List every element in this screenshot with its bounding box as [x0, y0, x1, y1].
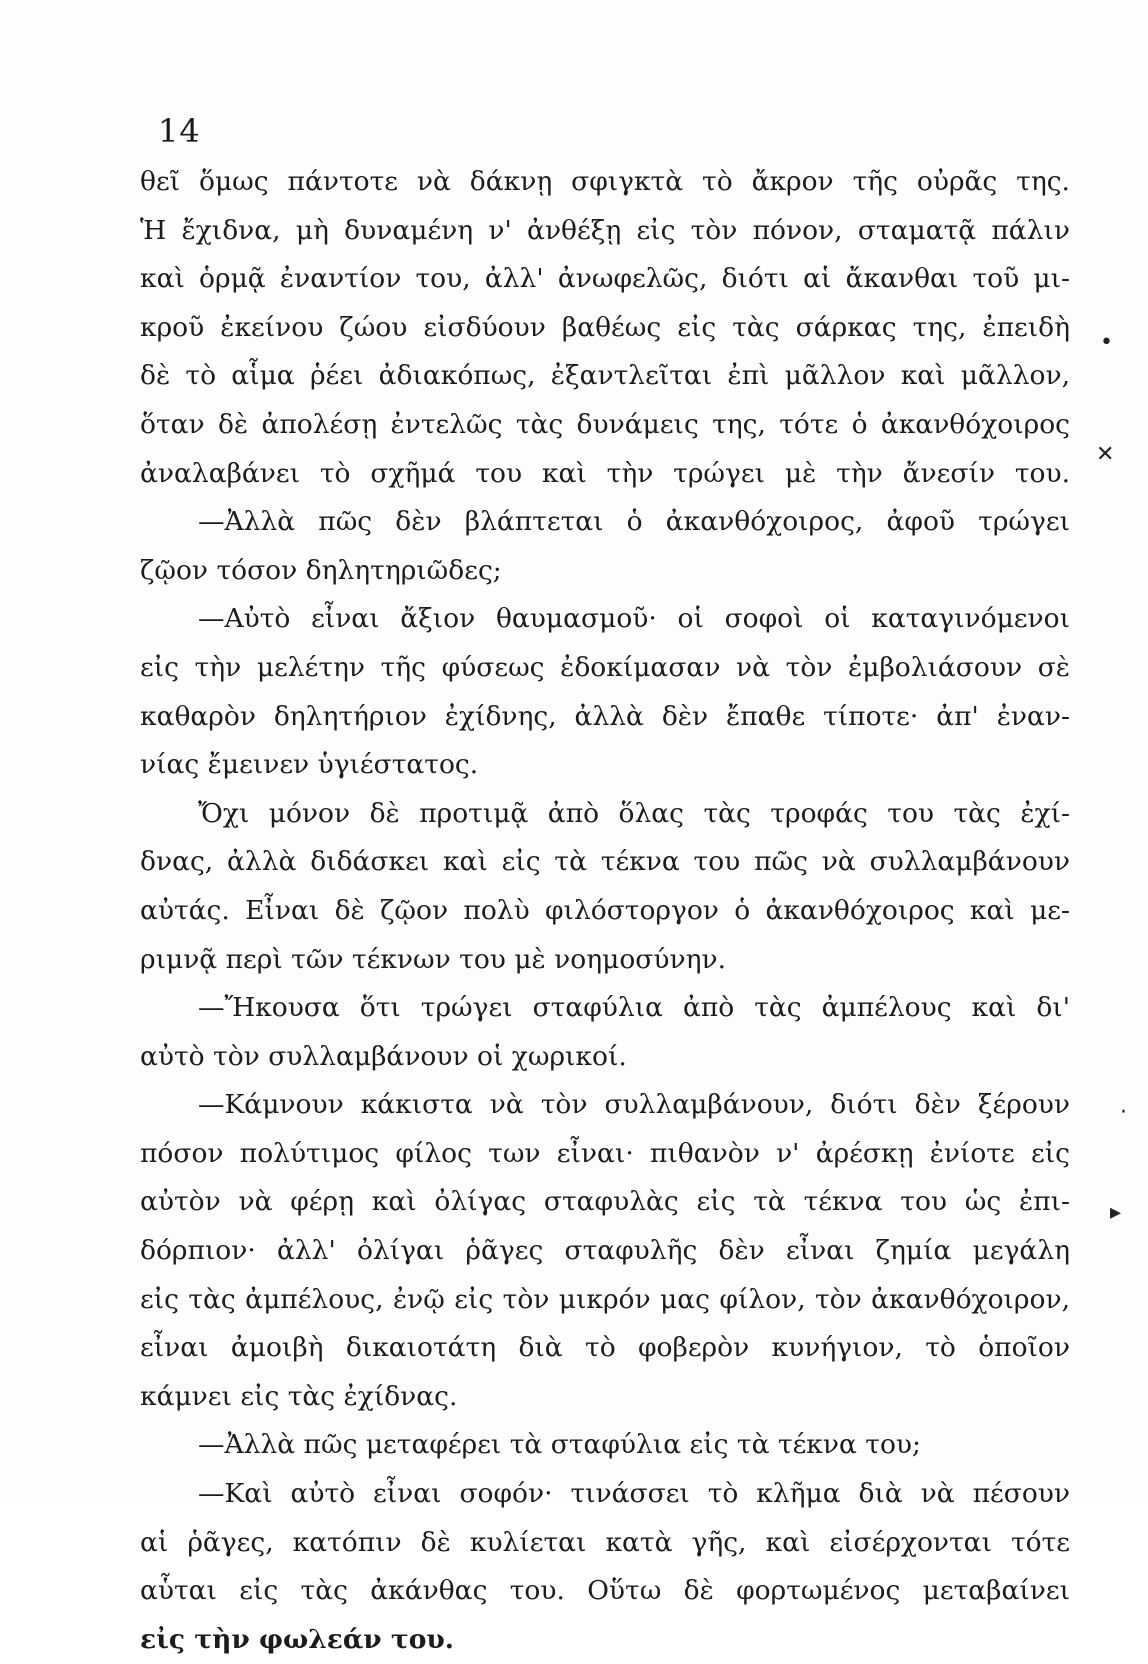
- text-line: πόσον πολύτιμος φίλος των εἶναι· πιθανὸν ν' ἀρέσκῃ ἐνίοτε εἰς: [140, 1137, 1070, 1169]
- text-line: —Καὶ αὐτὸ εἶναι σοφόν· τινάσσει τὸ κλῆμα διὰ νὰ πέσουν: [198, 1478, 1070, 1510]
- text-line: αὐτὸν νὰ φέρῃ καὶ ὀλίγας σταφυλὰς εἰς τὰ τέκνα του ὡς ἐπι-: [140, 1186, 1070, 1218]
- text-line: δόρπιον· ἀλλ' ὀλίγαι ῥᾶγες σταφυλῆς δὲν εἶναι ζημία μεγάλη: [140, 1235, 1070, 1267]
- text-line: καὶ ὁρμᾷ ἐναντίον του, ἀλλ' ἀνωφελῶς, διότι αἱ ἄκανθαι τοῦ μι-: [140, 263, 1070, 295]
- text-line: —Ἀλλὰ πῶς μεταφέρει τὰ σταφύλια εἰς τὰ τέκνα του;: [198, 1429, 921, 1461]
- text-line: —Ἤκουσα ὅτι τρώγει σταφύλια ἀπὸ τὰς ἀμπέλους καὶ δι': [198, 992, 1070, 1024]
- text-line: αὐτάς. Εἶναι δὲ ζῷον πολὺ φιλόστοργον ὁ ἀκανθόχοιρος καὶ με-: [140, 894, 1070, 926]
- margin-mark: •: [1100, 330, 1113, 355]
- text-line: —Κάμνουν κάκιστα νὰ τὸν συλλαμβάνουν, διότι δὲν ξέρουν: [198, 1089, 1070, 1121]
- text-line: Ἡ ἔχιδνα, μὴ δυναμένη ν' ἀνθέξῃ εἰς τὸν πόνον, σταματᾷ πάλιν: [140, 214, 1070, 246]
- text-line: νίας ἔμεινεν ὑγιέστατος.: [140, 749, 479, 781]
- text-line: εἰς τὴν φωλεάν του.: [140, 1623, 455, 1655]
- body-text: [140, 158, 1070, 1664]
- margin-mark: ✕: [1096, 442, 1115, 467]
- text-line: εἰς τὴν μελέτην τῆς φύσεως ἐδοκίμασαν νὰ τὸν ἐμβολιάσουν σὲ: [140, 651, 1070, 683]
- text-line: ζῷον τόσον δηλητηριῶδες;: [140, 554, 502, 586]
- text-line: αὐτὸ τὸν συλλαμβάνουν οἱ χωρικοί.: [140, 1040, 627, 1072]
- text-line: αἱ ῥᾶγες, κατόπιν δὲ κυλίεται κατὰ γῆς, καὶ εἰσέρχονται τότε: [140, 1526, 1070, 1558]
- text-line: ριμνᾷ περὶ τῶν τέκνων του μὲ νοημοσύνην.: [140, 943, 727, 975]
- text-line: δὲ τὸ αἷμα ῥέει ἀδιακόπως, ἐξαντλεῖται ἐπὶ μᾶλλον καὶ μᾶλλον,: [140, 360, 1070, 392]
- text-line: Ὄχι μόνον δὲ προτιμᾷ ἀπὸ ὅλας τὰς τροφάς του τὰς ἐχί-: [198, 797, 1070, 829]
- text-line: —Αὐτὸ εἶναι ἄξιον θαυμασμοῦ· οἱ σοφοὶ οἱ καταγινόμενοι: [198, 603, 1070, 635]
- text-line: ἀναλαβάνει τὸ σχῆμά του καὶ τὴν τρώγει μὲ τὴν ἄνεσίν του.: [140, 457, 1070, 489]
- text-line: κάμνει εἰς τὰς ἐχίδνας.: [140, 1380, 458, 1412]
- margin-mark: ▸: [1110, 1200, 1122, 1225]
- text-line: κροῦ ἐκείνου ζώου εἰσδύουν βαθέως εἰς τὰς σάρκας της, ἐπειδὴ: [140, 311, 1070, 343]
- text-line: αὗται εἰς τὰς ἀκάνθας του. Οὕτω δὲ φορτωμένος μεταβαίνει: [140, 1575, 1070, 1607]
- text-line: ὅταν δὲ ἀπολέσῃ ἐντελῶς τὰς δυνάμεις της, τότε ὁ ἀκανθόχοιρος: [140, 408, 1070, 440]
- text-line: καθαρὸν δηλητήριον ἐχίδνης, ἀλλὰ δὲν ἔπαθε τίποτε· ἀπ' ἐναν-: [140, 700, 1070, 732]
- text-line: εἶναι ἀμοιβὴ δικαιοτάτη διὰ τὸ φοβερὸν κυνήγιον, τὸ ὁποῖον: [140, 1332, 1070, 1364]
- text-line: εἰς τὰς ἀμπέλους, ἐνῷ εἰς τὸν μικρόν μας φίλον, τὸν ἀκανθόχοιρον,: [140, 1283, 1070, 1315]
- page-number: 14: [158, 112, 201, 150]
- text-line: θεῖ ὅμως πάντοτε νὰ δάκνῃ σφιγκτὰ τὸ ἄκρον τῆς οὐρᾶς της.: [140, 166, 1070, 197]
- text-line: —Ἀλλὰ πῶς δὲν βλάπτεται ὁ ἀκανθόχοιρος, ἀφοῦ τρώγει: [198, 506, 1070, 538]
- text-line: δνας, ἀλλὰ διδάσκει καὶ εἰς τὰ τέκνα του πῶς νὰ συλλαμβάνουν: [140, 846, 1070, 878]
- margin-mark: ·: [1120, 1100, 1127, 1125]
